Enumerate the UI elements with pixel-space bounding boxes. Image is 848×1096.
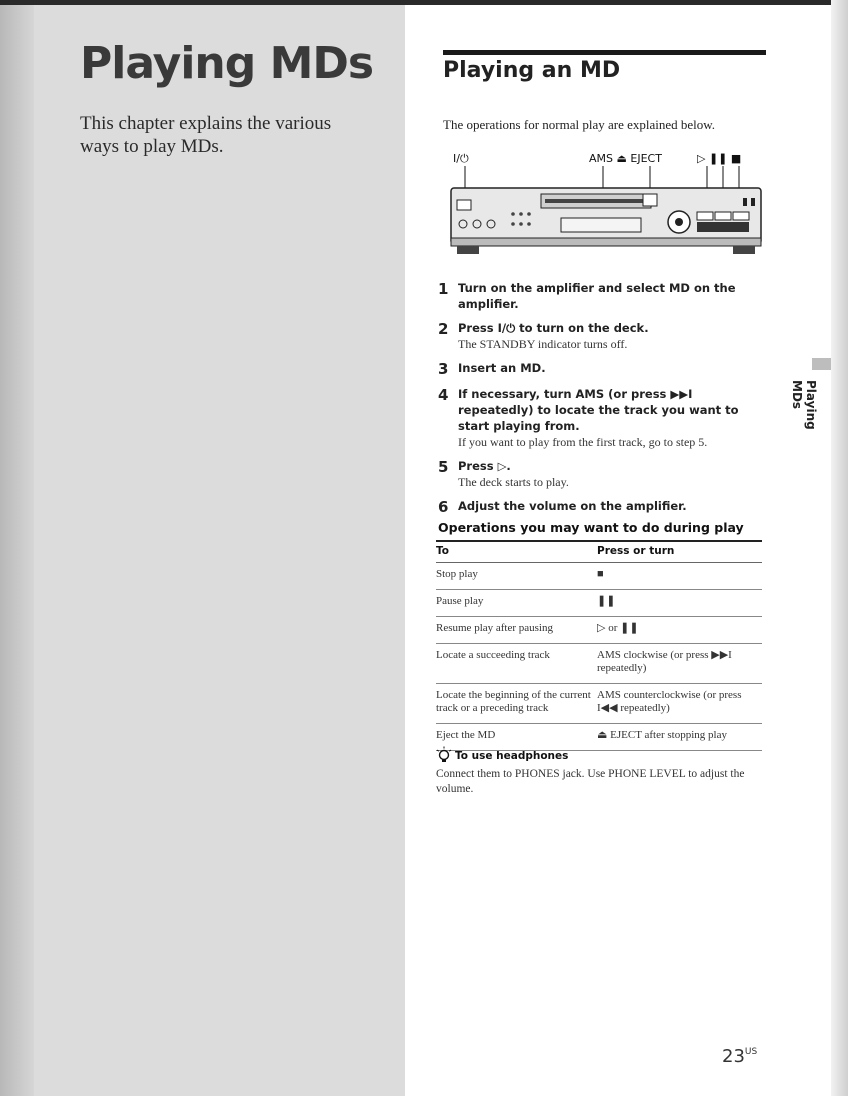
step-number: 2: [438, 320, 449, 338]
step-number: 4: [438, 386, 449, 404]
section-title: Playing an MD: [443, 58, 621, 83]
table-cell: Locate a succeeding track: [436, 644, 597, 684]
step-number: 1: [438, 280, 449, 298]
left-page: [0, 0, 405, 1096]
step-item: [438, 320, 768, 352]
step-item: [438, 360, 768, 378]
power-label: I/⏻: [453, 152, 469, 165]
operations-table: [436, 540, 762, 751]
table-cell: Pause play: [436, 590, 597, 617]
chapter-title: Playing MDs: [80, 38, 374, 89]
step-item: [438, 458, 768, 490]
steps-list: [438, 280, 768, 524]
step-item: [438, 498, 768, 516]
column-header-to: To: [436, 541, 597, 563]
table-cell: ❚❚: [597, 590, 762, 617]
table-row: [436, 617, 762, 644]
top-rule: [0, 0, 848, 5]
table-cell: Locate the beginning of the current track or a preceding track: [436, 684, 597, 724]
step-number: 3: [438, 360, 449, 378]
tip-body: Connect them to PHONES jack. Use PHONE LEVEL to adjust the volume.: [436, 768, 745, 795]
step-note: The STANDBY indicator turns off.: [458, 337, 628, 351]
side-tab-label: Playing MDs: [790, 380, 818, 430]
step-text: Adjust the volume on the amplifier.: [458, 499, 687, 513]
page-number-value: 23: [722, 1046, 745, 1067]
step-number: 6: [438, 498, 449, 516]
operations-title: Operations you may want to do during play: [438, 520, 744, 535]
ams-eject-label: AMS ⏏ EJECT: [589, 152, 662, 165]
step-note: The deck starts to play.: [458, 475, 569, 489]
table-row: [436, 563, 762, 590]
table-row: [436, 644, 762, 684]
table-cell: ■: [597, 563, 762, 590]
table-cell: Stop play: [436, 563, 597, 590]
step-text: If necessary, turn AMS (or press ▶▶I repeatedly) to locate the track you want to start playing from.: [458, 387, 739, 433]
table-header-row: [436, 541, 762, 563]
transport-label: ▷ ❚❚ ■: [697, 152, 742, 165]
step-text: Press ▷.: [458, 459, 511, 473]
table-row: [436, 684, 762, 724]
table-cell: ▷ or ❚❚: [597, 617, 762, 644]
table-cell: AMS counterclockwise (or press I◀◀ repeatedly): [597, 684, 762, 724]
section-rule: [443, 50, 766, 55]
step-text: Insert an MD.: [458, 361, 546, 375]
column-header-press: Press or turn: [597, 541, 762, 563]
md-deck-illustration: [443, 146, 768, 266]
page-edge: [831, 0, 848, 1096]
section-intro: The operations for normal play are explained below.: [443, 117, 716, 132]
lightbulb-icon: [436, 746, 452, 766]
step-note: If you want to play from the first track, go to step 5.: [458, 435, 708, 449]
step-text: Turn on the amplifier and select MD on the amplifier.: [458, 281, 736, 311]
book-spine: [0, 0, 34, 1096]
step-item: [438, 386, 768, 450]
md-deck-diagram: [443, 146, 768, 266]
tip-title: To use headphones: [455, 750, 569, 762]
table-row: [436, 590, 762, 617]
table-cell: Resume play after pausing: [436, 617, 597, 644]
step-text: Press I/⏻ to turn on the deck.: [458, 321, 649, 335]
table-cell: ⏏ EJECT after stopping play: [597, 724, 762, 751]
table-row: [436, 724, 762, 751]
chapter-intro: This chapter explains the various ways to play MDs.: [80, 113, 332, 157]
step-number: 5: [438, 458, 449, 476]
table-cell: Eject the MD: [436, 724, 597, 751]
page-number: [722, 1046, 757, 1067]
table-cell: AMS clockwise (or press ▶▶I repeatedly): [597, 644, 762, 684]
step-item: [438, 280, 768, 312]
page-number-suffix: US: [744, 1047, 758, 1057]
